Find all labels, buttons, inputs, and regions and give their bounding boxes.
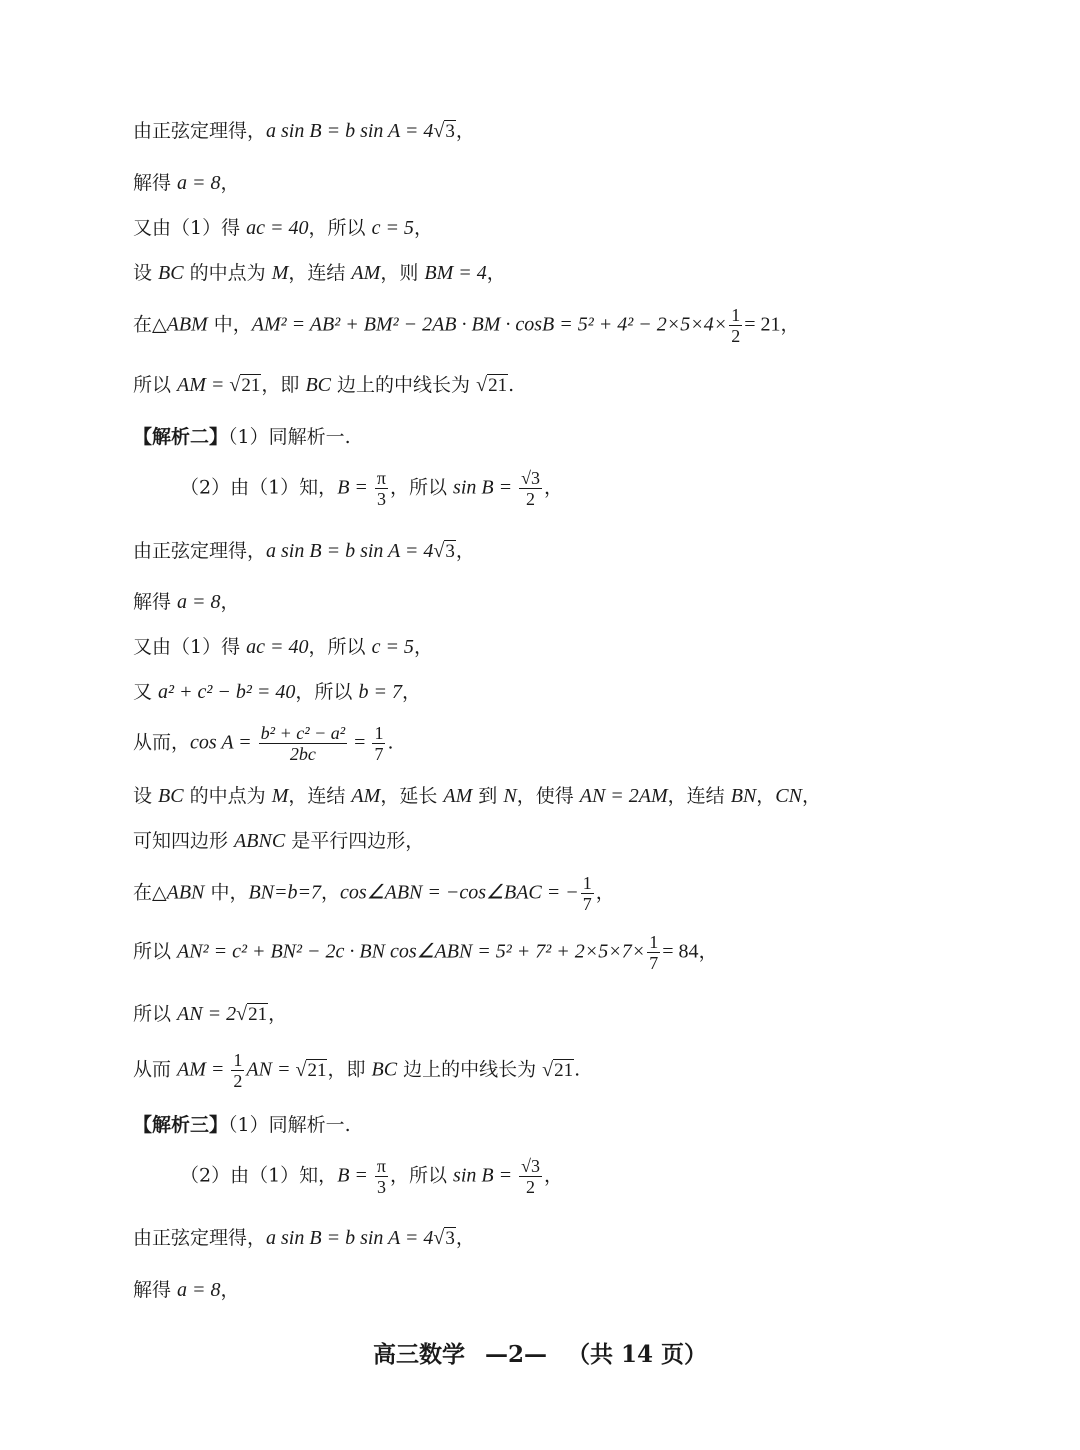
fraction: $\frac{\pi}{3}$: [376, 1156, 386, 1197]
sqrt-symbol: √3: [433, 120, 455, 142]
sqrt-symbol: √21: [476, 374, 508, 396]
line-solve-a-2: 解得 a = 8，: [133, 591, 240, 613]
line-am-result: 所以 AM = √21，即 BC 边上的中线长为 √21.: [133, 372, 514, 399]
line-midpoint-m: 设 BC 的中点为 M，连结 AM，则 BM = 4，: [133, 262, 506, 284]
sqrt-symbol: √21: [542, 1058, 574, 1081]
line-part2-b: （2）由（1）知，B = $\frac{\pi}{3}$ ，所以 sin B = $\frac{√3}{2}$ ，: [180, 468, 564, 509]
line-am-half-an: 从而 AM = $\frac{1}{2}$ AN = √21，即 BC 边上的中线长为 √21.: [133, 1050, 581, 1091]
line-sine-rule: 由正弦定理得，a sin B = b sin A = 4√3，: [133, 118, 475, 145]
sqrt-symbol: √21: [229, 374, 261, 396]
line-an-result: 所以 AN = 2√21，: [133, 1001, 287, 1028]
line-ac-40-2: 又由（1）得 ac = 40，所以 c = 5，: [133, 636, 433, 658]
page-footer: [0, 1336, 1080, 1369]
footer-total-pages: （共 14 页）: [566, 1341, 708, 1368]
heading-solution-2: 【解析二】（1）同解析一.: [133, 426, 351, 448]
heading-solution-3: 【解析三】（1）同解析一.: [133, 1114, 351, 1136]
line-parallelogram: 可知四边形 ABNC 是平行四边形，: [133, 830, 425, 852]
sqrt-symbol: √21: [236, 1003, 268, 1025]
line-part2-b-3: （2）由（1）知，B = $\frac{\pi}{3}$ ，所以 sin B = $\frac{√3}{2}$ ，: [180, 1156, 564, 1197]
line-triangle-abn: 在△ABN 中，BN=b=7，cos∠ABN = −cos∠BAC = − $\frac{1}{7}$ ，: [133, 873, 615, 914]
fraction: $\frac{\text{b² + c² − a²}}{2bc}$: [260, 723, 346, 764]
line-extend-am: 设 BC 的中点为 M，连结 AM，延长 AM 到 N，使得 AN = 2AM，连结 BN，CN，: [133, 785, 821, 807]
fraction: $\frac{√3}{2}$: [521, 468, 540, 509]
line-an-squared: 所以 AN² = c² + BN² − 2c · BN cos∠ABN = 5² + 7² + 2×5×7× $\frac{1}{7}$ = 84，: [133, 932, 718, 973]
footer-page-number: —2—: [484, 1341, 547, 1368]
sqrt-symbol: √3: [433, 540, 455, 562]
footer-subject: 高三数学: [372, 1341, 465, 1368]
line-ac-40: 又由（1）得 ac = 40，所以 c = 5，: [133, 217, 433, 239]
fraction: $\frac{1}{2}$: [233, 1050, 243, 1091]
line-solve-a: 解得 a = 8，: [133, 172, 240, 194]
fraction: $\frac{1}{7}$: [582, 873, 592, 914]
line-triangle-abm: 在△ABM 中，AM² = AB² + BM² − 2AB · BM · cosB = 5² + 4² − 2×5×4× $\frac{1}{2}$ = 21，: [133, 305, 800, 346]
line-b-7: 又 a² + c² − b² = 40，所以 b = 7，: [133, 681, 421, 703]
sqrt-symbol: √3: [433, 1227, 455, 1249]
fraction: $\frac{1}{7}$: [374, 723, 384, 764]
line-cos-a: 从而，cos A = $\frac{\text{b² + c² − a²}}{2bc}$ = $\frac{1}{7}$ .: [133, 723, 394, 764]
fraction: $\frac{1}{2}$: [731, 305, 741, 346]
sqrt-symbol: √21: [295, 1058, 327, 1081]
fraction: $\frac{1}{7}$: [649, 932, 659, 973]
line-sine-rule-3: 由正弦定理得，a sin B = b sin A = 4√3，: [133, 1225, 475, 1252]
fraction: $\frac{\pi}{3}$: [376, 468, 386, 509]
line-solve-a-3: 解得 a = 8，: [133, 1279, 240, 1301]
fraction: $\frac{√3}{2}$: [521, 1156, 540, 1197]
line-sine-rule-2: 由正弦定理得，a sin B = b sin A = 4√3，: [133, 538, 475, 565]
